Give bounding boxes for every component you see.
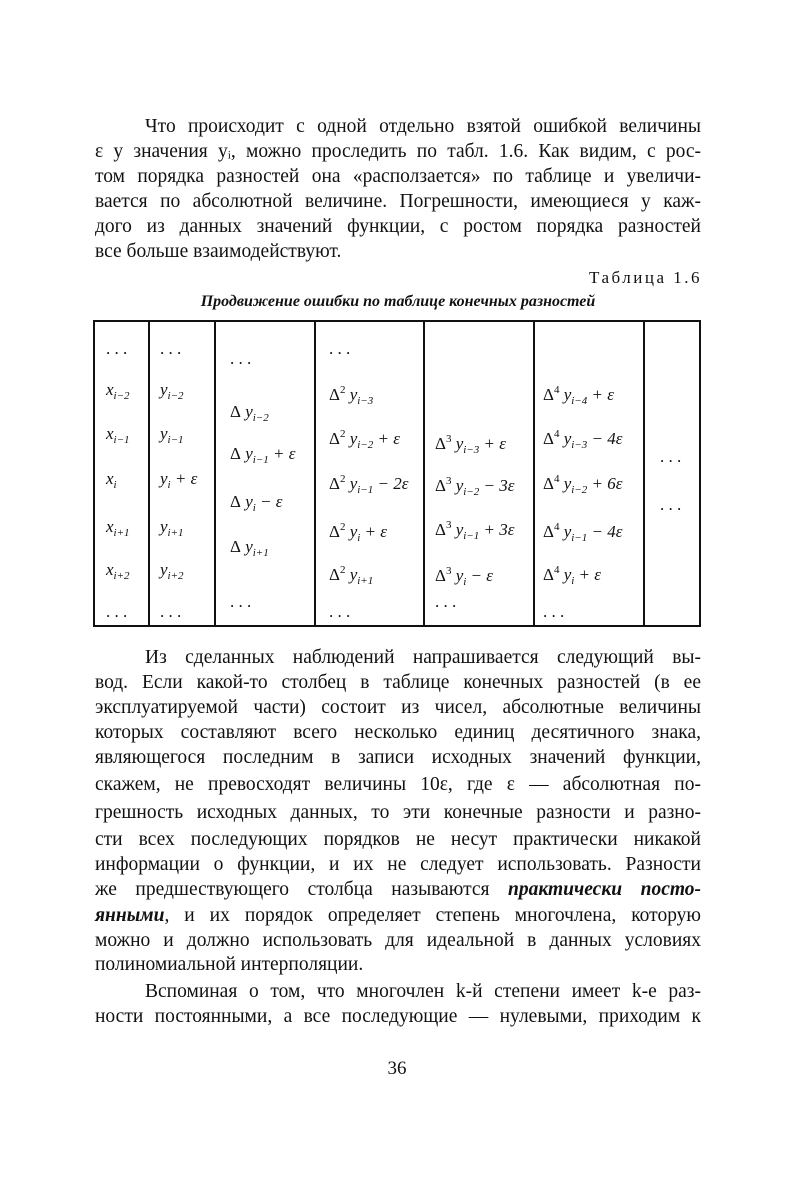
- index-subscript: i−2: [357, 439, 374, 451]
- order-superscript: 2: [339, 564, 346, 576]
- column-divider: [533, 322, 535, 625]
- variable: y: [160, 469, 168, 488]
- error-term: + ε: [479, 434, 506, 453]
- order-superscript: 2: [339, 521, 346, 533]
- error-term: − 4ε: [587, 429, 623, 448]
- index-subscript: i+1: [357, 575, 374, 587]
- variable: y: [345, 429, 358, 448]
- index-subscript: i−2: [571, 484, 588, 496]
- variable: y: [451, 434, 464, 453]
- delta-operator: Δ: [329, 385, 340, 404]
- order-superscript: 4: [553, 564, 560, 576]
- table-cell: [329, 380, 373, 411]
- variable: y: [559, 474, 572, 493]
- delta-operator: Δ: [230, 444, 241, 463]
- table-cell: [230, 492, 282, 518]
- table-cell: [106, 424, 130, 450]
- table-cell: [660, 495, 681, 515]
- index-subscript: i+1: [167, 527, 184, 539]
- order-superscript: 2: [339, 428, 346, 440]
- variable: y: [240, 444, 253, 463]
- text-span: же предшествующего столбца называются: [95, 879, 509, 900]
- variable: y: [345, 565, 358, 584]
- error-term: + ε: [574, 565, 601, 584]
- index-subscript: i−4: [571, 395, 588, 407]
- index-subscript: i−1: [113, 434, 130, 446]
- variable: x: [106, 380, 114, 399]
- ellipsis: . . .: [106, 602, 128, 621]
- variable: y: [559, 429, 572, 448]
- table-label: Таблица 1.6: [589, 268, 702, 287]
- text-line: полиномиальной интерполяции.: [95, 954, 364, 975]
- emphasized-term: янными: [95, 905, 165, 926]
- delta-operator: Δ: [543, 522, 554, 541]
- delta-operator: Δ: [543, 429, 554, 448]
- index-subscript: i−1: [357, 484, 374, 496]
- variable: y: [345, 522, 358, 541]
- table-cell: [230, 402, 269, 428]
- ellipsis: . . .: [435, 592, 457, 611]
- error-term: + ε: [587, 385, 614, 404]
- variable: y: [559, 565, 572, 584]
- text-line: сти всех последующих порядков не несут практически никакой: [95, 829, 701, 850]
- text-line: можно и должно использовать для идеальной в данных условиях: [95, 930, 701, 951]
- table-cell: [543, 380, 614, 411]
- ellipsis: . . .: [329, 339, 351, 358]
- text-span: , и их порядок определяет степень многочлена, которую: [164, 905, 701, 926]
- table-cell: [543, 560, 601, 591]
- table-cell: [106, 602, 127, 622]
- table-cell: [435, 471, 514, 502]
- text-line: вается по абсолютной величине. Погрешности, имеющиеся у каж-: [95, 191, 701, 212]
- variable: y: [451, 566, 464, 585]
- variable: y: [240, 492, 253, 511]
- table-cell: [230, 349, 251, 369]
- index-subscript: i−2: [252, 412, 269, 424]
- text-line: которых составляют всего несколько единиц десятичного знака,: [95, 722, 701, 743]
- variable: y: [559, 522, 572, 541]
- delta-operator: Δ: [329, 429, 340, 448]
- text-line: дого из данных значений функции, с ростом порядка разностей: [95, 216, 701, 237]
- delta-operator: Δ: [230, 537, 241, 556]
- table-cell: [230, 592, 251, 612]
- emphasized-term: практически посто-: [508, 879, 701, 900]
- variable: y: [240, 537, 253, 556]
- index-subscript: i−1: [167, 434, 184, 446]
- table-cell: [329, 602, 350, 622]
- text-line: ε у значения yᵢ, можно проследить по табл. 1.6. Как видим, с рос-: [95, 141, 701, 162]
- variable: y: [160, 517, 168, 536]
- column-divider: [148, 322, 150, 625]
- delta-operator: Δ: [329, 565, 340, 584]
- table-cell: [160, 380, 184, 406]
- index-subscript: i−1: [252, 454, 269, 466]
- index-subscript: i−2: [167, 390, 184, 402]
- variable: y: [451, 476, 464, 495]
- index-subscript: i+1: [252, 547, 269, 559]
- table-cell: [160, 469, 197, 495]
- text-line: Из сделанных наблюдений напрашивается следующий вы-: [145, 647, 701, 668]
- delta-operator: Δ: [543, 385, 554, 404]
- error-term: − 3ε: [479, 476, 515, 495]
- order-superscript: 2: [339, 473, 346, 485]
- table-cell: [106, 339, 127, 359]
- page-number: 36: [387, 1058, 407, 1079]
- text-line: Что происходит с одной отдельно взятой ошибкой величины: [145, 116, 701, 137]
- delta-operator: Δ: [329, 522, 340, 541]
- text-line: все больше взаимодействуют.: [95, 241, 342, 262]
- table-cell: [106, 469, 117, 495]
- table-cell: [435, 429, 506, 460]
- ellipsis: . . .: [660, 447, 682, 466]
- table-cell: [230, 444, 295, 470]
- text-line: вод. Если какой-то столбец в таблице конечных разностей (в ее: [95, 672, 701, 693]
- ellipsis: . . .: [106, 339, 128, 358]
- table-cell: [543, 517, 622, 548]
- variable: x: [106, 469, 114, 488]
- text-line: являющегося последним в записи исходных значений функции,: [95, 747, 701, 768]
- index-subscript: i: [252, 502, 256, 514]
- ellipsis: . . .: [329, 602, 351, 621]
- ellipsis: . . .: [230, 592, 252, 611]
- table-cell: [660, 447, 681, 467]
- variable: y: [160, 424, 168, 443]
- index-subscript: i−3: [571, 439, 588, 451]
- table-cell: [160, 560, 184, 586]
- index-subscript: i−1: [463, 530, 480, 542]
- order-superscript: 3: [445, 475, 452, 487]
- error-term: + ε: [373, 429, 400, 448]
- text-line: скажем, не превосходят величины 10ε, где ε — абсолютная по-: [95, 774, 701, 795]
- index-subscript: i−3: [463, 444, 480, 456]
- index-subscript: i−2: [113, 390, 130, 402]
- delta-operator: Δ: [230, 492, 241, 511]
- order-superscript: 4: [553, 384, 560, 396]
- index-subscript: i+1: [113, 527, 130, 539]
- ellipsis: . . .: [160, 339, 182, 358]
- delta-operator: Δ: [543, 474, 554, 493]
- order-superscript: 4: [553, 521, 560, 533]
- table-cell: [329, 517, 387, 548]
- text-line: эксплуатируемой части) состоит из чисел, абсолютные величины: [95, 697, 701, 718]
- index-subscript: i−2: [463, 486, 480, 498]
- text-line: том порядка разностей она «расползается» по таблице и увеличи-: [95, 166, 701, 187]
- table-cell: [543, 602, 564, 622]
- text-line: [95, 905, 701, 927]
- error-term: + ε: [268, 444, 296, 463]
- variable: x: [106, 560, 114, 579]
- index-subscript: i−3: [357, 395, 374, 407]
- variable: y: [345, 385, 358, 404]
- index-subscript: i: [167, 479, 171, 491]
- index-subscript: i: [357, 532, 361, 544]
- ellipsis: . . .: [230, 349, 252, 368]
- error-term: + 6ε: [587, 474, 623, 493]
- column-divider: [643, 322, 645, 625]
- table-cell: [329, 339, 350, 359]
- index-subscript: i: [463, 576, 467, 588]
- variable: y: [559, 385, 572, 404]
- table-cell: [106, 517, 130, 543]
- text-line: информации о функции, и их не следует использовать. Разности: [95, 854, 701, 875]
- error-term: − ε: [255, 492, 283, 511]
- delta-operator: Δ: [329, 474, 340, 493]
- table-cell: [329, 560, 373, 591]
- table-cell: [106, 560, 130, 586]
- finite-differences-table: [93, 320, 701, 627]
- delta-operator: Δ: [230, 402, 241, 421]
- table-cell: [160, 602, 181, 622]
- variable: y: [160, 560, 168, 579]
- table-cell: [543, 424, 622, 455]
- order-superscript: 3: [445, 433, 452, 445]
- error-term: − 2ε: [373, 474, 409, 493]
- table-cell: [106, 380, 130, 406]
- text-line: Вспоминая о том, что многочлен k-й степени имеет k-е раз-: [145, 981, 701, 1002]
- variable: x: [106, 517, 114, 536]
- delta-operator: Δ: [435, 434, 446, 453]
- table-cell: [329, 469, 408, 500]
- variable: y: [451, 520, 464, 539]
- delta-operator: Δ: [435, 520, 446, 539]
- text-line: грешность исходных данных, то эти конечные разности и разно-: [95, 802, 701, 823]
- delta-operator: Δ: [543, 565, 554, 584]
- error-term: − ε: [466, 566, 493, 585]
- error-term: + ε: [360, 522, 387, 541]
- text-line: ности постоянными, а все последующие — нулевыми, приходим к: [95, 1006, 701, 1027]
- index-subscript: i: [571, 575, 575, 587]
- delta-operator: Δ: [435, 566, 446, 585]
- error-term: + 3ε: [479, 520, 515, 539]
- index-subscript: i+2: [113, 570, 130, 582]
- ellipsis: . . .: [543, 602, 565, 621]
- table-cell: [543, 469, 622, 500]
- delta-operator: Δ: [435, 476, 446, 495]
- text-line: [95, 879, 701, 901]
- table-cell: [435, 561, 493, 592]
- index-subscript: i: [113, 479, 117, 491]
- table-cell: [160, 517, 184, 543]
- error-term: + ε: [170, 469, 198, 488]
- variable: y: [345, 474, 358, 493]
- ellipsis: . . .: [160, 602, 182, 621]
- order-superscript: 4: [553, 473, 560, 485]
- column-divider: [314, 322, 316, 625]
- variable: y: [160, 380, 168, 399]
- variable: x: [106, 424, 114, 443]
- order-superscript: 2: [339, 384, 346, 396]
- ellipsis: . . .: [660, 495, 682, 514]
- table-cell: [435, 592, 456, 612]
- table-caption: Продвижение ошибки по таблице конечных разностей: [200, 293, 596, 310]
- column-divider: [214, 322, 216, 625]
- order-superscript: 3: [445, 519, 452, 531]
- column-divider: [423, 322, 425, 625]
- order-superscript: 4: [553, 428, 560, 440]
- table-cell: [435, 515, 514, 546]
- table-cell: [329, 424, 400, 455]
- order-superscript: 3: [445, 565, 452, 577]
- table-cell: [160, 424, 184, 450]
- index-subscript: i+2: [167, 570, 184, 582]
- variable: y: [240, 402, 253, 421]
- table-cell: [230, 537, 269, 563]
- table-cell: [160, 339, 181, 359]
- index-subscript: i−1: [571, 532, 588, 544]
- error-term: − 4ε: [587, 522, 623, 541]
